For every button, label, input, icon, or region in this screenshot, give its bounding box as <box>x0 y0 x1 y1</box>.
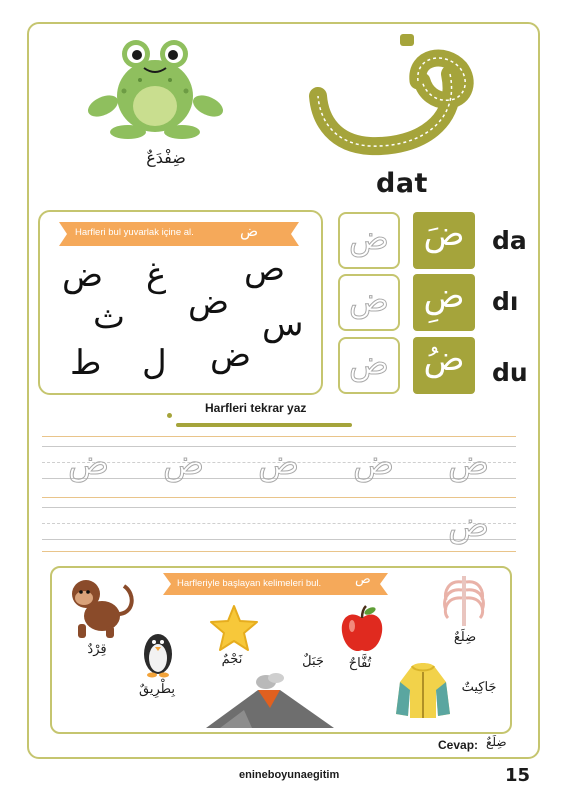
ribcage-icon <box>438 574 490 630</box>
find-letter[interactable]: ص <box>244 249 286 289</box>
trace-card[interactable] <box>338 274 400 331</box>
writing-line <box>42 497 516 498</box>
monkey-icon <box>66 574 136 640</box>
vowel-letter: ضِ <box>423 276 465 316</box>
word-label[interactable]: جَبَلٌ <box>302 654 324 669</box>
word-label[interactable]: بِطْرِيقٌ <box>139 682 175 697</box>
vowel-sound: dı <box>492 287 519 316</box>
vowel-sound: da <box>492 226 527 255</box>
word-label[interactable]: تُفَّاحٌ <box>348 656 372 671</box>
frog-icon <box>88 36 223 144</box>
find-letter[interactable]: ل <box>142 343 167 383</box>
vowel-letter: ضُ <box>423 339 465 379</box>
vowel-sound: du <box>492 358 528 387</box>
big-letter-icon <box>300 26 495 166</box>
volcano-icon <box>200 672 338 730</box>
words-instruction: Harfleriyle başlayan kelimeleri bul. <box>177 578 322 589</box>
example-word: ضِفْدَعٌ <box>146 148 186 167</box>
trace-letter[interactable]: ض <box>163 443 205 483</box>
find-letter[interactable]: ط <box>70 343 102 383</box>
trace-letter: ض <box>349 280 389 319</box>
penguin-icon <box>140 626 176 678</box>
vowel-letter: ضَ <box>423 214 465 254</box>
trace-card[interactable] <box>338 337 400 394</box>
vowel-card <box>413 274 475 331</box>
title-dot <box>167 413 172 418</box>
star-icon <box>208 604 260 652</box>
find-instruction: Harfleri bul yuvarlak içine al. <box>75 227 194 238</box>
trace-letter[interactable]: ض <box>258 443 300 483</box>
word-label[interactable]: ضِلَعٌ <box>453 630 477 645</box>
apple-icon <box>338 604 386 656</box>
trace-letter: ض <box>349 218 389 257</box>
vowel-card <box>413 337 475 394</box>
page-number: 15 <box>505 765 531 786</box>
letter-name: dat <box>376 168 428 199</box>
trace-letter[interactable]: ض <box>448 443 490 483</box>
words-target-letter: ص <box>355 572 371 587</box>
writing-line <box>42 507 516 508</box>
trace-letter[interactable]: ض <box>353 443 395 483</box>
find-letter[interactable]: ث <box>93 297 126 337</box>
title-underline <box>176 423 352 427</box>
writing-line <box>42 436 516 437</box>
footer-site: enineboyunaegitim <box>239 769 340 781</box>
answer-value[interactable]: ضِلَعٌ <box>486 735 507 749</box>
word-label[interactable]: جَاكِيتٌ <box>461 680 497 695</box>
find-letter[interactable]: س <box>262 304 304 344</box>
find-target-letter: ض <box>240 222 259 240</box>
trace-letter[interactable]: ض <box>448 505 490 545</box>
repeat-title: Harfleri tekrar yaz <box>205 401 307 415</box>
writing-line <box>42 523 516 524</box>
vowel-card <box>413 212 475 269</box>
word-label[interactable]: قِرْدٌ <box>87 642 107 657</box>
find-letter[interactable]: غ <box>146 255 167 295</box>
find-letter[interactable]: ض <box>188 282 230 322</box>
trace-card[interactable] <box>338 212 400 269</box>
find-letter[interactable]: ض <box>62 255 104 295</box>
word-label[interactable]: نَجْمٌ <box>221 652 243 667</box>
find-letter[interactable]: ض <box>210 335 252 375</box>
trace-letter: ض <box>349 343 389 382</box>
trace-letter[interactable]: ض <box>68 443 110 483</box>
writing-line <box>42 539 516 540</box>
answer-label: Cevap: <box>438 738 479 752</box>
writing-line <box>42 551 516 552</box>
